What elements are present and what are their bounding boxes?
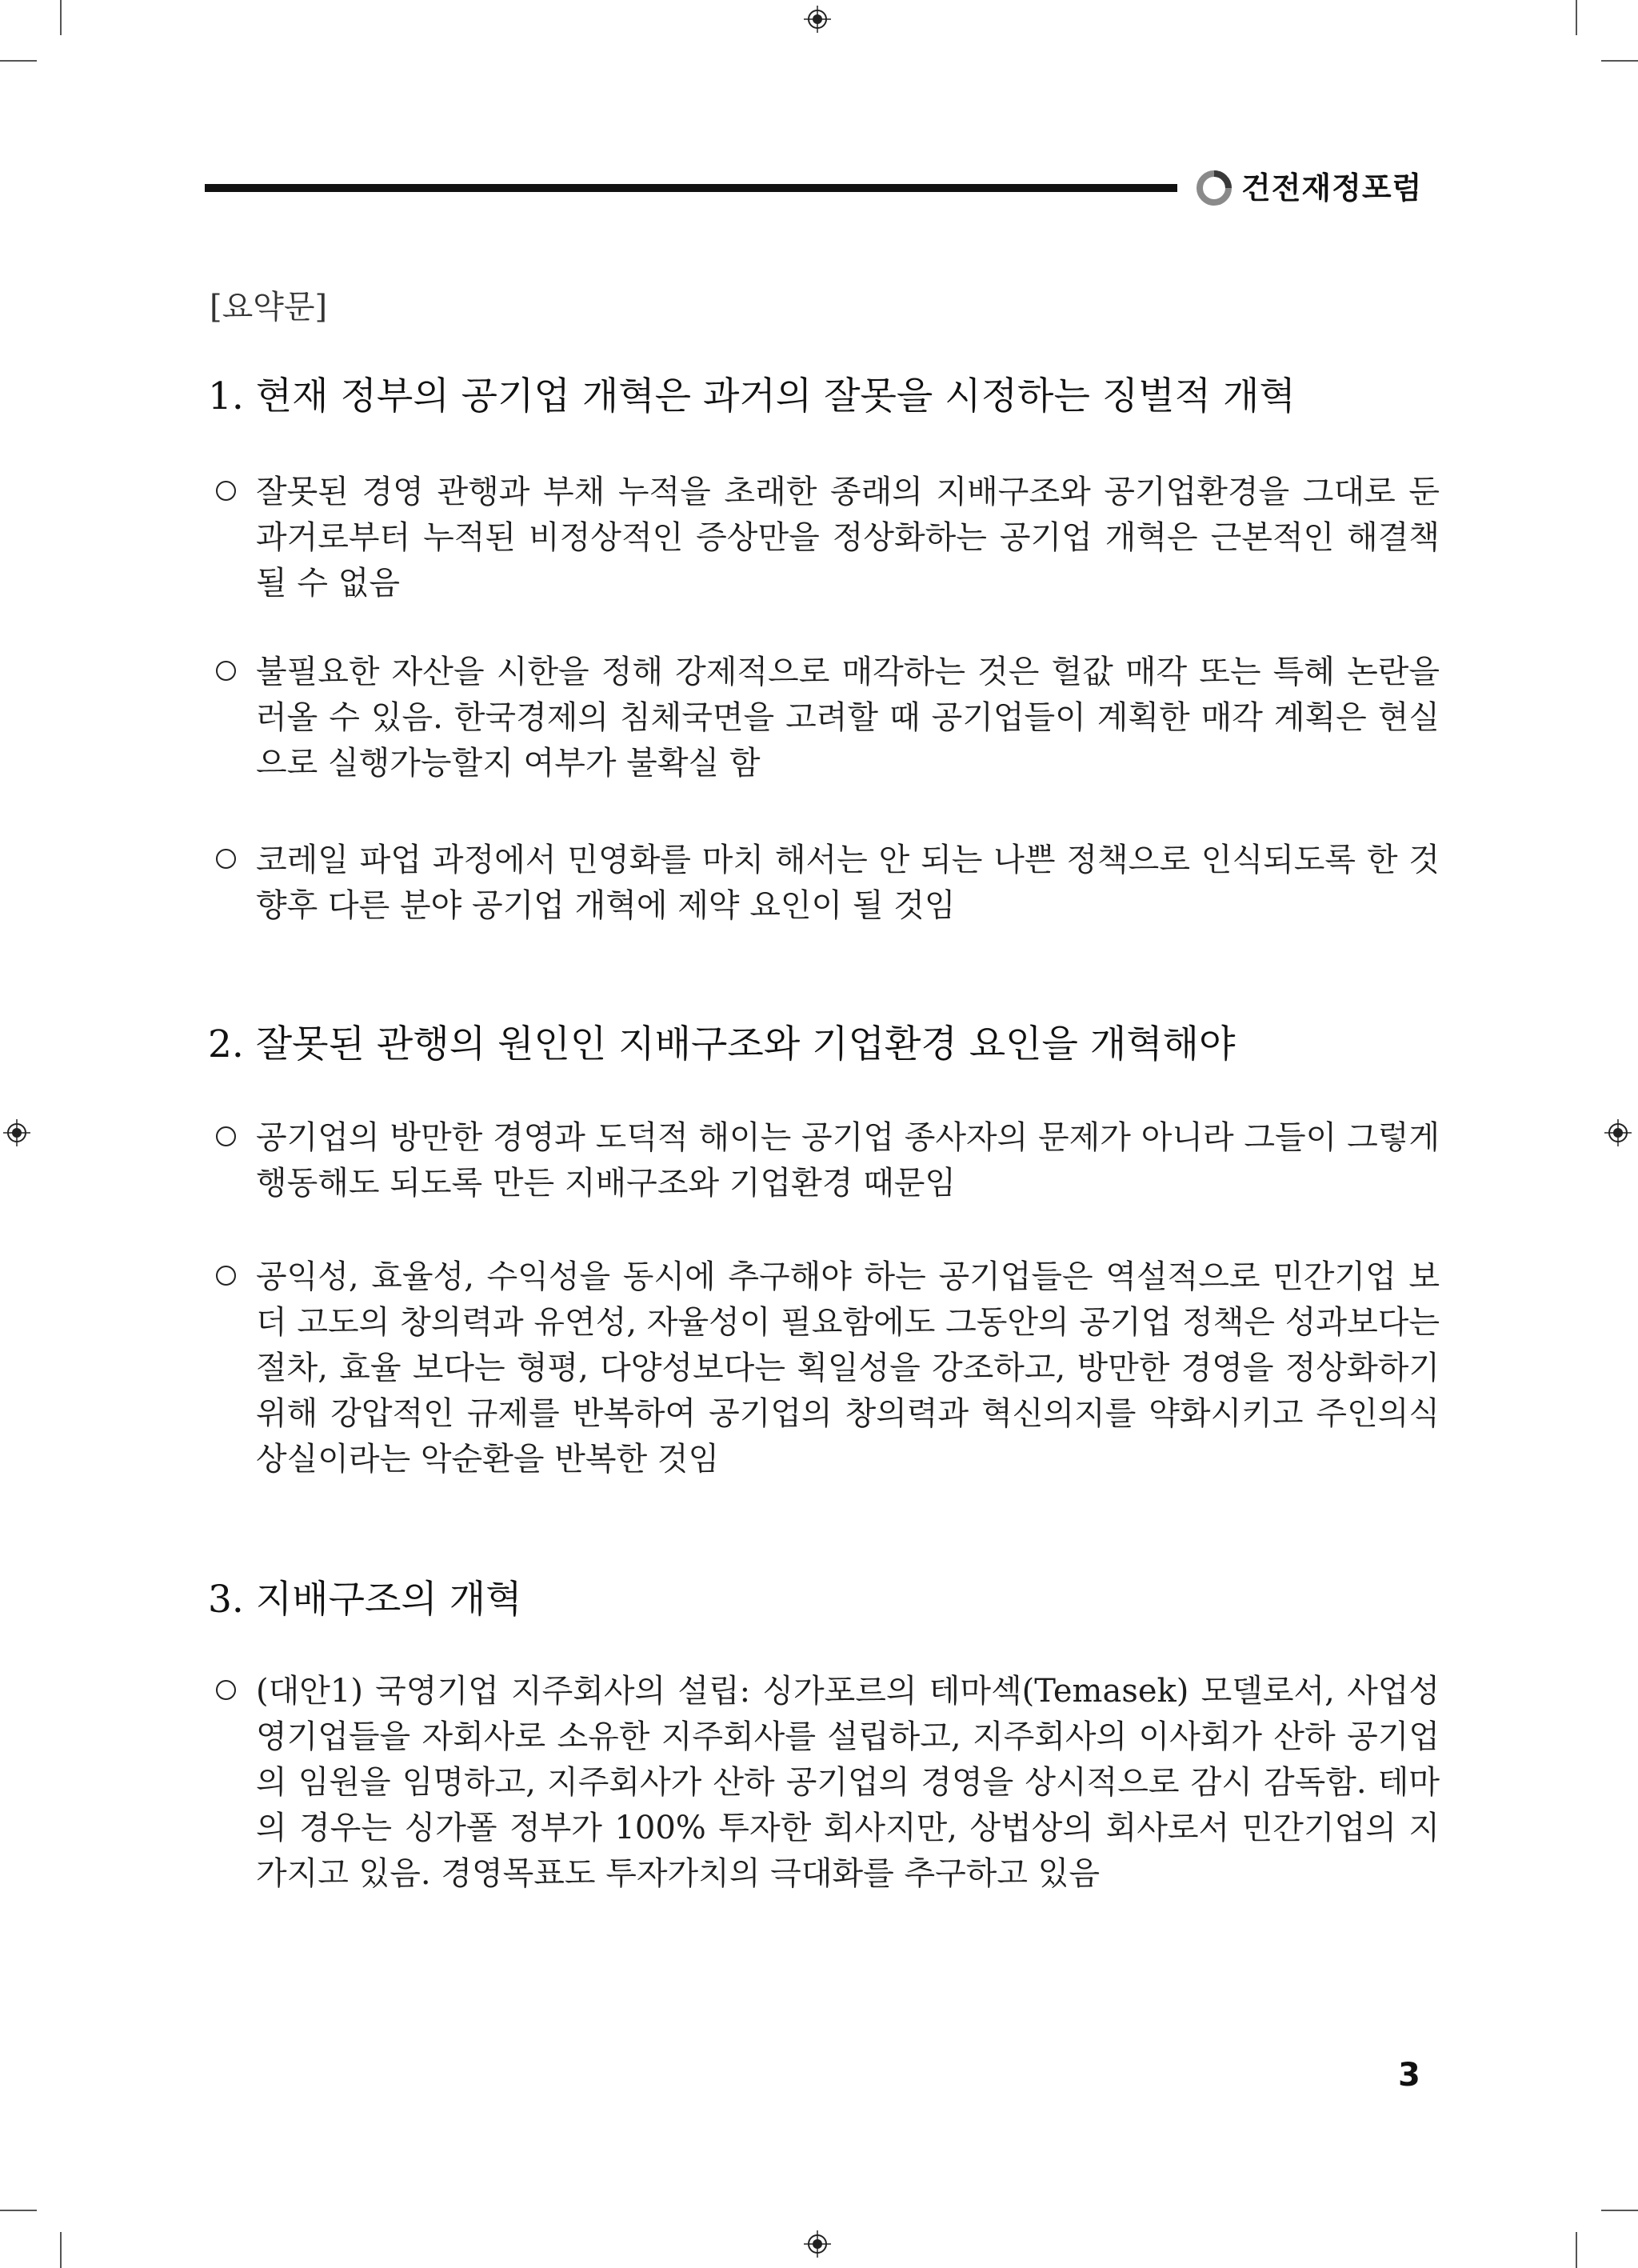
list-item xyxy=(216,1254,1440,1482)
item-line: 공익성, 효율성, 수익성을 동시에 추구해야 하는 공기업들은 역설적으로 민간기업 보 xyxy=(256,1258,1440,1295)
item-line: 위해 강압적인 규제를 반복하여 공기업의 창의력과 혁신의지를 약화시키고 주인의식 xyxy=(256,1395,1440,1432)
crop-mark xyxy=(0,2210,37,2211)
item-line: 불필요한 자산을 시한을 정해 강제적으로 매각하는 것은 헐값 매각 또는 특혜 논란을 xyxy=(256,654,1440,690)
circle-bullet-icon xyxy=(216,661,236,681)
circle-bullet-icon xyxy=(216,1266,236,1286)
list-item xyxy=(216,650,1440,786)
item-line: 절차, 효율 보다는 형평, 다양성보다는 획일성을 강조하고, 방만한 경영을 정상화하기 xyxy=(256,1350,1440,1386)
crop-mark xyxy=(1601,60,1638,62)
list-item xyxy=(216,838,1440,929)
item-line: 될 수 없음 xyxy=(256,565,400,602)
item-line: 잘못된 경영 관행과 부채 누적을 초래한 종래의 지배구조와 공기업환경을 그대로 둔 xyxy=(256,474,1440,510)
item-line: 가지고 있음. 경영목표도 투자가치의 극대화를 추구하고 있음 xyxy=(256,1855,1101,1892)
page-number: 3 xyxy=(1398,2057,1420,2094)
crop-mark xyxy=(1576,2232,1577,2268)
item-line: 러올 수 있음. 한국경제의 침체국면을 고려할 때 공기업들이 계획한 매각 계획은 현실 xyxy=(256,699,1440,736)
item-line: 향후 다른 분야 공기업 개혁에 제약 요인이 될 것임 xyxy=(256,887,956,924)
item-line: 공기업의 방만한 경영과 도덕적 해이는 공기업 종사자의 문제가 아니라 그들이 그렇게 xyxy=(256,1119,1440,1156)
crop-mark xyxy=(60,2232,62,2268)
crop-mark xyxy=(1576,0,1577,35)
registration-mark-icon xyxy=(804,2230,831,2258)
registration-mark-icon xyxy=(3,1119,30,1146)
item-line: 더 고도의 창의력과 유연성, 자율성이 필요함에도 그동안의 공기업 정책은 성과보다는 xyxy=(256,1304,1440,1341)
circle-bullet-icon xyxy=(216,1126,236,1146)
item-line: 의 임원을 임명하고, 지주회사가 산하 공기업의 경영을 상시적으로 감시 감독함. 테마 xyxy=(256,1764,1440,1801)
item-line: 과거로부터 누적된 비정상적인 증상만을 정상화하는 공기업 개혁은 근본적인 해결책 xyxy=(256,519,1440,556)
summary-label: [요약문] xyxy=(210,289,328,326)
circle-bullet-icon xyxy=(216,849,236,869)
item-line: 으로 실행가능할지 여부가 불확실 함 xyxy=(256,745,761,782)
crop-mark xyxy=(60,0,62,35)
item-line: 상실이라는 악순환을 반복한 것임 xyxy=(256,1441,720,1478)
crop-mark xyxy=(0,60,37,62)
section-1-title: 1. 현재 정부의 공기업 개혁은 과거의 잘못을 시정하는 징벌적 개혁 xyxy=(208,374,1296,418)
crop-mark xyxy=(1601,2210,1638,2211)
list-item xyxy=(216,1115,1440,1206)
section-3-title: 3. 지배구조의 개혁 xyxy=(208,1578,522,1622)
registration-mark-icon xyxy=(804,6,831,33)
item-line: 영기업들을 자회사로 소유한 지주회사를 설립하고, 지주회사의 이사회가 산하 공기업 xyxy=(256,1718,1440,1755)
item-line: (대안1) 국영기업 지주회사의 설립: 싱가포르의 테마섹(Temasek) 모델로서, 사업성 xyxy=(256,1673,1440,1710)
section-2-title: 2. 잘못된 관행의 원인인 지배구조와 기업환경 요인을 개혁해야 xyxy=(208,1022,1236,1066)
item-line: 코레일 파업 과정에서 민영화를 마치 해서는 안 되는 나쁜 정책으로 인식되도록 한 것 xyxy=(256,842,1440,878)
item-line: 행동해도 되도록 만든 지배구조와 기업환경 때문임 xyxy=(256,1165,957,1202)
forum-brand-name: 건전재정포럼 xyxy=(1241,170,1423,206)
registration-mark-icon xyxy=(1604,1119,1632,1146)
forum-logo-ring-icon xyxy=(1196,170,1232,206)
header-rule xyxy=(205,184,1177,192)
item-line: 의 경우는 싱가폴 정부가 100% 투자한 회사지만, 상법상의 회사로서 민간기업의 지 xyxy=(256,1810,1440,1846)
circle-bullet-icon xyxy=(216,481,236,501)
list-item xyxy=(216,1669,1440,1897)
circle-bullet-icon xyxy=(216,1680,236,1700)
list-item xyxy=(216,470,1440,606)
